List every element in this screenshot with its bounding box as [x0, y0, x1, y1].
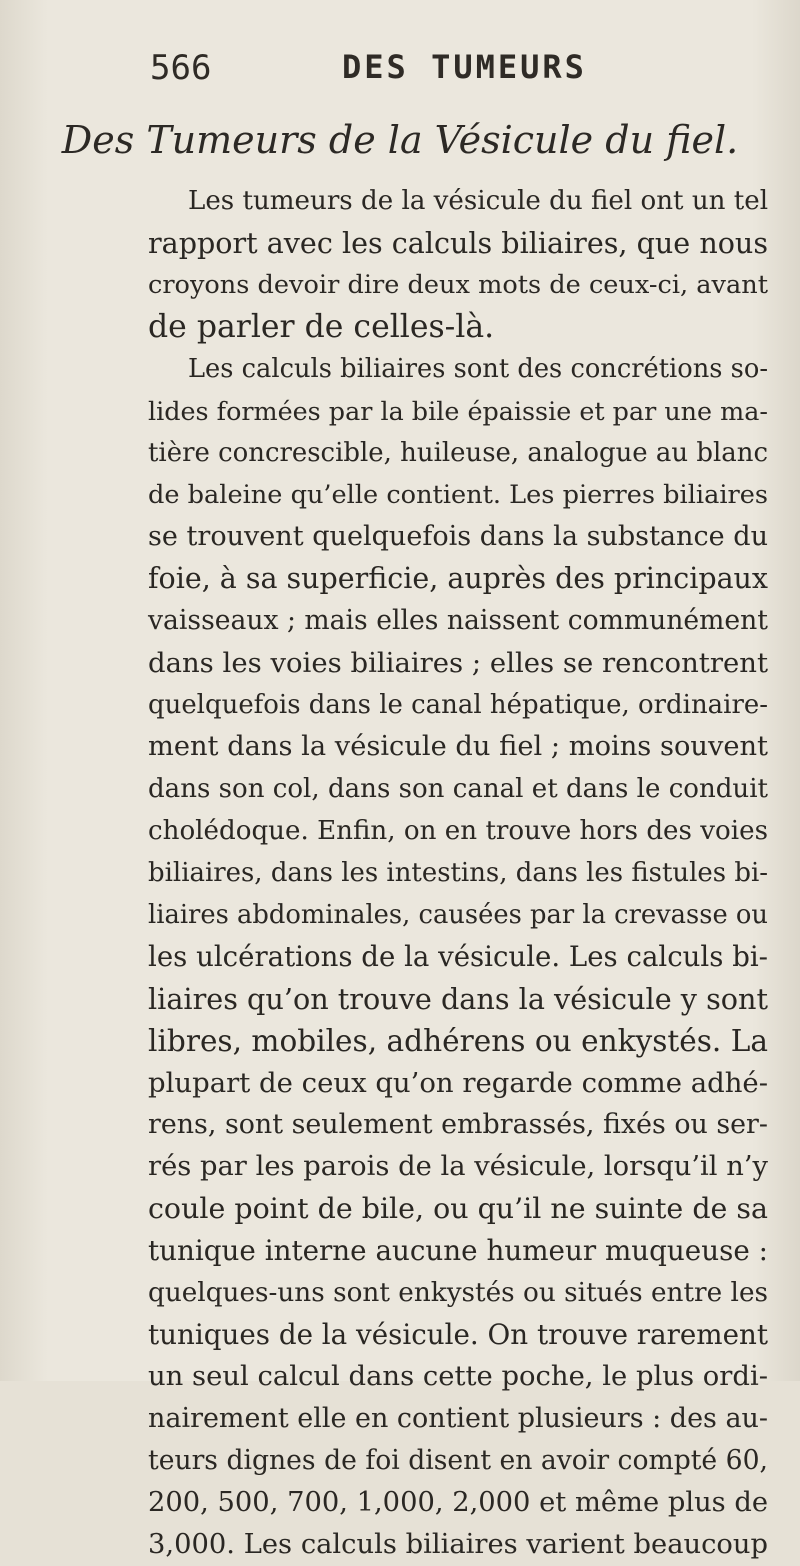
text-line: cholédoque. Enfin, on en trouve hors des voies	[148, 816, 768, 846]
text-line: quelques-uns sont enkystés ou situés entre les	[148, 1278, 768, 1308]
text-line: nairement elle en contient plusieurs : des au-	[148, 1403, 769, 1434]
running-title: DES TUMEURS	[342, 48, 587, 86]
text-line: tière concrescible, huileuse, analogue au blanc	[148, 438, 768, 468]
text-line: foie, à sa superficie, auprès des principaux	[148, 562, 768, 595]
text-line: les ulcérations de la vésicule. Les calculs bi-	[148, 940, 768, 973]
text-line: dans les voies biliaires ; elles se rencontrent	[148, 647, 768, 679]
text-line: 200, 500, 700, 1,000, 2,000 et même plus de	[148, 1487, 769, 1518]
text-line: de parler de celles-là.	[148, 309, 495, 345]
text-line: un seul calcul dans cette poche, le plus ordi-	[148, 1361, 768, 1392]
text-line: plupart de ceux qu’on regarde comme adhé-	[148, 1067, 768, 1099]
text-line: lides formées par la bile épaissie et par une ma-	[148, 396, 768, 426]
text-line: ment dans la vésicule du fiel ; moins souvent	[148, 731, 768, 762]
text-line: Les tumeurs de la vésicule du fiel ont un tel	[188, 186, 769, 216]
text-line: se trouvent quelquefois dans la substance du	[148, 521, 768, 552]
text-line: tunique interne aucune humeur muqueuse :	[148, 1234, 768, 1267]
text-line: de baleine qu’elle contient. Les pierres biliaires	[148, 480, 768, 510]
text-line: libres, mobiles, adhérens ou enkystés. La	[148, 1024, 768, 1058]
body-text	[148, 180, 768, 1566]
text-line: Les calculs biliaires sont des concrétions so-	[188, 354, 768, 384]
text-line: tuniques de la vésicule. On trouve rarement	[148, 1318, 768, 1351]
text-line: coule point de bile, ou qu’il ne suinte de sa	[148, 1192, 768, 1225]
running-head	[0, 48, 800, 92]
section-title: Des Tumeurs de la Vésicule du fiel.	[61, 118, 739, 162]
text-line: vaisseaux ; mais elles naissent communément	[148, 605, 768, 636]
text-line: liaires abdominales, causées par la crevasse ou	[148, 900, 768, 930]
text-line: biliaires, dans les intestins, dans les fistules bi-	[148, 858, 768, 888]
text-line: croyons devoir dire deux mots de ceux-ci, avant	[148, 270, 768, 300]
text-line: quelquefois dans le canal hépatique, ordinaire-	[148, 690, 768, 720]
text-line: teurs dignes de foi disent en avoir compté 60,	[148, 1445, 768, 1476]
text-line: rens, sont seulement embrassés, fixés ou ser-	[148, 1109, 768, 1140]
text-line: 3,000. Les calculs biliaires varient beaucoup	[148, 1529, 768, 1560]
page-number: 566	[150, 48, 212, 88]
text-line: liaires qu’on trouve dans la vésicule y sont	[148, 982, 768, 1016]
text-line: rés par les parois de la vésicule, lorsqu’il n’y	[148, 1151, 768, 1182]
text-line: dans son col, dans son canal et dans le conduit	[148, 774, 768, 804]
text-line: rapport avec les calculs biliaires, que nous	[148, 226, 768, 260]
